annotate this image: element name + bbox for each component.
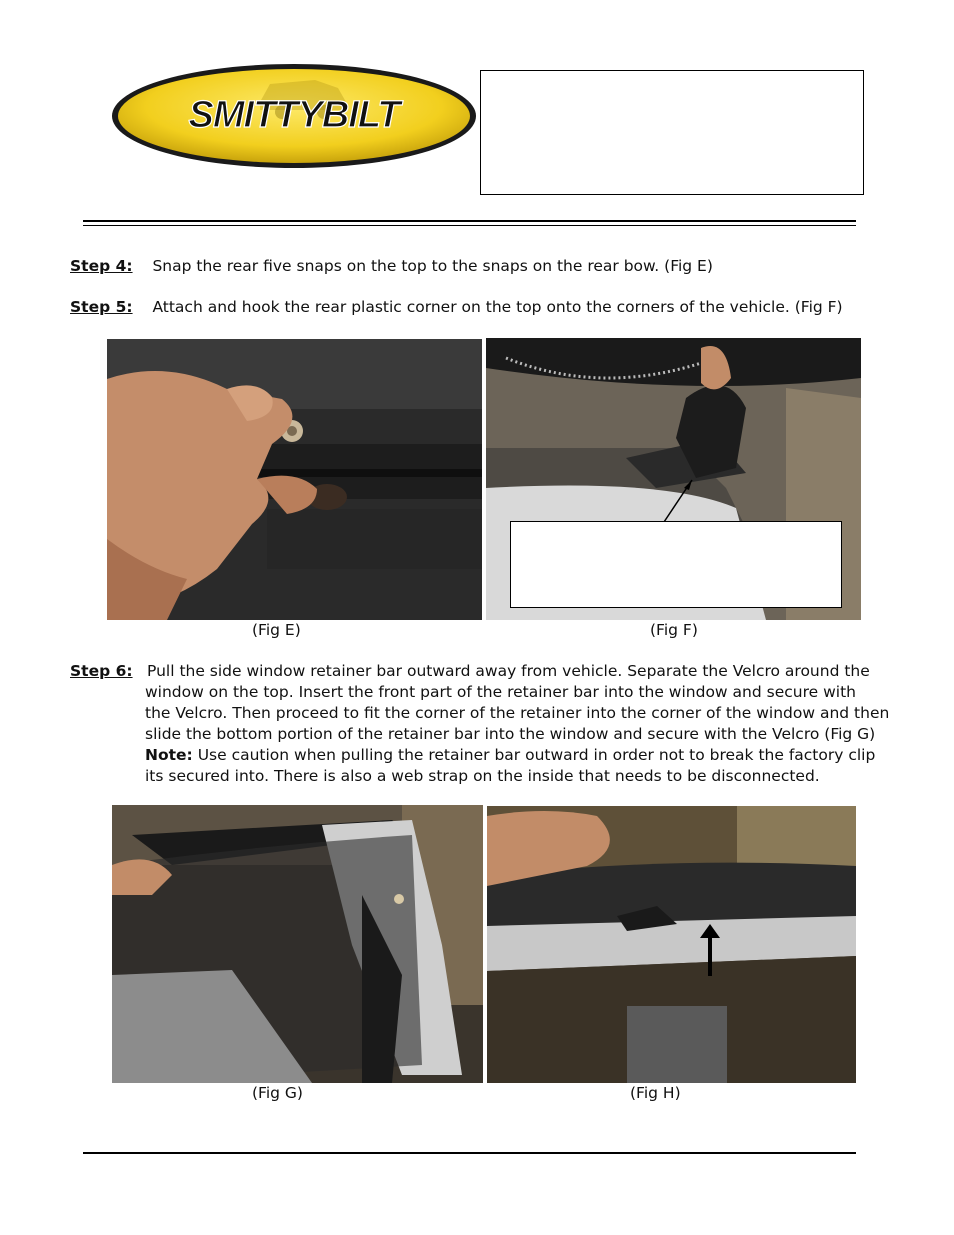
- fig-f-caption: (Fig F): [650, 621, 698, 639]
- step-6-line-3: the Velcro. Then proceed to fit the corner of the retainer into the corner of the window and then: [145, 704, 890, 722]
- footer-divider: [83, 1152, 856, 1154]
- step-6-label: Step 6:: [70, 662, 133, 680]
- step-6-line-5: Use caution when pulling the retainer bar outward in order not to break the factory clip: [197, 746, 876, 764]
- header-divider-thin: [83, 225, 856, 226]
- fig-f-callout-box: [510, 521, 842, 608]
- header-info-box: [480, 70, 864, 195]
- fig-h-caption: (Fig H): [630, 1084, 681, 1102]
- step-5: [70, 297, 843, 318]
- step-6-line-4: slide the bottom portion of the retainer bar into the window and secure with the Velcro (Fig G): [145, 725, 876, 743]
- brand-wordmark: SMITTYBILT: [188, 94, 400, 136]
- fig-g-photo: [112, 805, 483, 1083]
- step-5-text: Attach and hook the rear plastic corner on the top onto the corners of the vehicle. (Fig F): [152, 298, 843, 316]
- fig-g-caption: (Fig G): [252, 1084, 303, 1102]
- step-6-text: [145, 661, 889, 787]
- fig-e-caption: (Fig E): [252, 621, 301, 639]
- note-label: Note:: [145, 746, 193, 764]
- step-6-line-6: its secured into. There is also a web strap on the inside that needs to be disconnected.: [145, 767, 820, 785]
- step-4: [70, 256, 713, 277]
- fig-e-photo: [107, 339, 482, 620]
- step-4-label: Step 4:: [70, 257, 133, 275]
- step-6-line-2: window on the top. Insert the front part of the retainer bar into the window and secure with: [145, 683, 856, 701]
- fig-h-photo: [487, 806, 856, 1083]
- step-4-text: Snap the rear five snaps on the top to the snaps on the rear bow. (Fig E): [152, 257, 713, 275]
- step-6-line-1: Pull the side window retainer bar outward away from vehicle. Separate the Velcro around the: [147, 662, 870, 680]
- smittybilt-logo: [110, 62, 478, 170]
- step-5-label: Step 5:: [70, 298, 133, 316]
- step-6-note: [145, 745, 889, 766]
- header-divider: [83, 220, 856, 222]
